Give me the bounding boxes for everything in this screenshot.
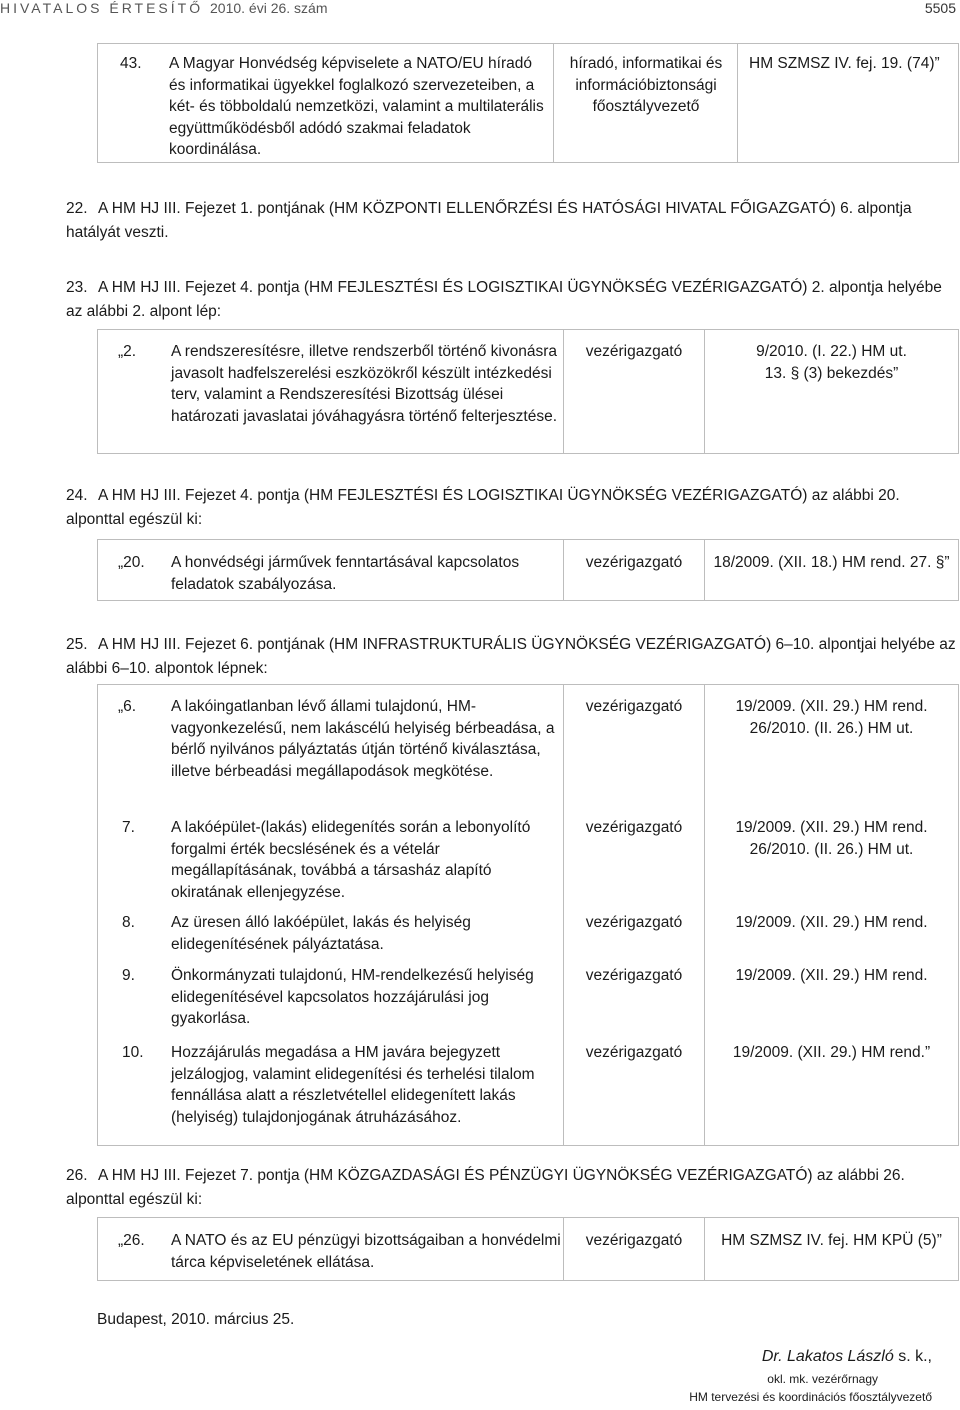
item-responsible: vezérigazgató (585, 967, 683, 984)
item-reference: 19/2009. (XII. 29.) HM rend. (735, 914, 928, 931)
table-divider (553, 44, 554, 162)
table-row-43 (97, 43, 959, 163)
item-reference (705, 341, 958, 384)
item-number: 43. (120, 55, 142, 72)
paragraph-23 (66, 276, 956, 324)
reference-line: 26/2010. (II. 26.) HM ut. (749, 840, 914, 858)
item-reference: HM SZMSZ IV. fej. HM KPÜ (5)” (721, 1232, 942, 1249)
item-responsible: vezérigazgató (585, 554, 683, 571)
paragraph-number: 22. (66, 200, 88, 217)
reference-line: 19/2009. (XII. 29.) HM rend. (735, 698, 928, 715)
item-number: 8. (122, 914, 135, 931)
paragraph-22 (66, 197, 956, 245)
item-number: 7. (122, 819, 135, 836)
paragraph-text: A HM HJ III. Fejezet 1. pontjának (HM KÖZPONTI ELLENŐRZÉSI ÉS HATÓSÁGI HIVATAL FŐIGAZGATÓ) 6. alpontja hatályát veszti. (66, 200, 912, 241)
paragraph-25 (66, 633, 956, 681)
reference-line: 13. § (3) bekezdés” (764, 364, 899, 382)
item-text: Az üresen álló lakóépület, lakás és helyiség elidegenítésének pályáztatása. (171, 914, 471, 953)
signatory-name (762, 1348, 932, 1366)
paragraph-number: 24. (66, 487, 88, 504)
item-number: „6. (118, 698, 137, 715)
table-paragraph-26 (97, 1217, 959, 1281)
signatory-suffix: s. k., (893, 1348, 932, 1365)
issue-number: 2010. évi 26. szám (210, 0, 328, 16)
item-responsible: vezérigazgató (585, 1044, 683, 1061)
signatory-rank: okl. mk. vezérőrnagy (767, 1372, 878, 1386)
reference-line: 9/2010. (I. 22.) HM ut. (756, 343, 907, 360)
paragraph-number: 26. (66, 1167, 88, 1184)
item-text: A NATO és az EU pénzügyi bizottságaiban a honvédelmi tárca képviseletének ellátása. (171, 1232, 561, 1271)
item-text: Hozzájárulás megadása a HM javára bejegyzett jelzálogjog, valamint elidegenítési és terhelési tilalom fennállása alatt a részletvétellel elidegenített lakás (helyiség) tulajdonjogának átruházásához. (171, 1044, 535, 1126)
paragraph-number: 25. (66, 636, 88, 653)
table-paragraph-24 (97, 539, 959, 601)
item-text: A lakóépület-(lakás) elidegenítés során a lebonyolító forgalmi érték becslésének és a vételár megállapításának, továbbá a társasház alapító okiratának ellenjegyzése. (171, 819, 531, 901)
item-responsible: vezérigazgató (585, 343, 683, 360)
reference-line: 26/2010. (II. 26.) HM ut. (749, 719, 914, 737)
item-number: „26. (118, 1232, 145, 1249)
item-reference: HM SZMSZ IV. fej. 19. (74)” (749, 55, 940, 72)
page-header (0, 0, 960, 20)
item-number: 10. (122, 1044, 144, 1061)
item-number: „20. (118, 554, 145, 571)
item-text: A lakóingatlanban lévő állami tulajdonú, HM-vagyonkezelésű, nem lakáscélú helyiség bérbeadása, a bérlő nyilvános pályáztatás útján történő kiválasztása, illetve bérbeadási megállapodások megkötése. (171, 698, 555, 780)
item-text: A honvédségi járművek fenntartásával kapcsolatos feladatok szabályozása. (171, 554, 520, 593)
place-and-date: Budapest, 2010. március 25. (97, 1311, 295, 1328)
item-text: A rendszeresítésre, illetve rendszerből történő kivonásra javasolt hadfelszerelési eszközökről készült intézkedési terv, valamint a Rendszeresítési Bizottság ülései határozati javaslatai jóváhagyásra történő felterjesztése. (171, 343, 557, 425)
table-paragraph-25 (97, 684, 959, 1146)
table-paragraph-23 (97, 329, 959, 454)
paragraph-26 (66, 1164, 956, 1212)
paragraph-24 (66, 484, 956, 532)
item-responsible: vezérigazgató (585, 914, 683, 931)
table-divider (737, 44, 738, 162)
item-responsible: híradó, informatikai és információbiztonsági főosztályvezető (569, 55, 723, 115)
item-responsible: vezérigazgató (585, 819, 683, 836)
item-responsible: vezérigazgató (585, 698, 683, 715)
item-reference: 19/2009. (XII. 29.) HM rend.” (732, 1044, 931, 1061)
paragraph-number: 23. (66, 279, 88, 296)
signatory-name-italic: Dr. Lakatos László (761, 1348, 894, 1365)
paragraph-text: A HM HJ III. Fejezet 6. pontjának (HM INFRASTRUKTURÁLIS ÜGYNÖKSÉG VEZÉRIGAZGATÓ) 6–10. alpontjai helyébe az alábbi 6–10. alpontok lépnek: (66, 636, 956, 677)
item-reference: 18/2009. (XII. 18.) HM rend. 27. §” (713, 554, 950, 571)
item-text: A Magyar Honvédség képviselete a NATO/EU híradó és informatikai ügyekkel foglalkozó szervezeteiben, a két- és többoldalú nemzetközi, valamint a multilaterális együttműködésből adódó szakmai feladatok koordinálása. (169, 55, 544, 158)
reference-line: 19/2009. (XII. 29.) HM rend. (735, 819, 928, 836)
paragraph-text: A HM HJ III. Fejezet 4. pontja (HM FEJLESZTÉSI ÉS LOGISZTIKAI ÜGYNÖKSÉG VEZÉRIGAZGATÓ) az alábbi 20. alponttal egészül ki: (66, 487, 900, 528)
item-text: Önkormányzati tulajdonú, HM-rendelkezésű helyiség elidegenítésével kapcsolatos hozzájárulási jog gyakorlása. (171, 967, 534, 1027)
signatory-title: HM tervezési és koordinációs főosztályvezető (689, 1390, 932, 1404)
item-reference (705, 696, 958, 739)
item-number: „2. (118, 343, 137, 360)
item-reference: 19/2009. (XII. 29.) HM rend. (735, 967, 928, 984)
journal-title: HIVATALOS ÉRTESÍTŐ 2010. évi 26. szám (0, 0, 328, 16)
paragraph-text: A HM HJ III. Fejezet 7. pontja (HM KÖZGAZDASÁGI ÉS PÉNZÜGYI ÜGYNÖKSÉG VEZÉRIGAZGATÓ) az alábbi 26. alponttal egészül ki: (66, 1167, 905, 1208)
page-number: 5505 (924, 0, 956, 16)
item-responsible: vezérigazgató (585, 1232, 683, 1249)
item-number: 9. (122, 967, 135, 984)
item-reference (705, 817, 958, 860)
paragraph-text: A HM HJ III. Fejezet 4. pontja (HM FEJLESZTÉSI ÉS LOGISZTIKAI ÜGYNÖKSÉG VEZÉRIGAZGATÓ) 2. alpontja helyébe az alábbi 2. alpont lép: (66, 279, 942, 320)
